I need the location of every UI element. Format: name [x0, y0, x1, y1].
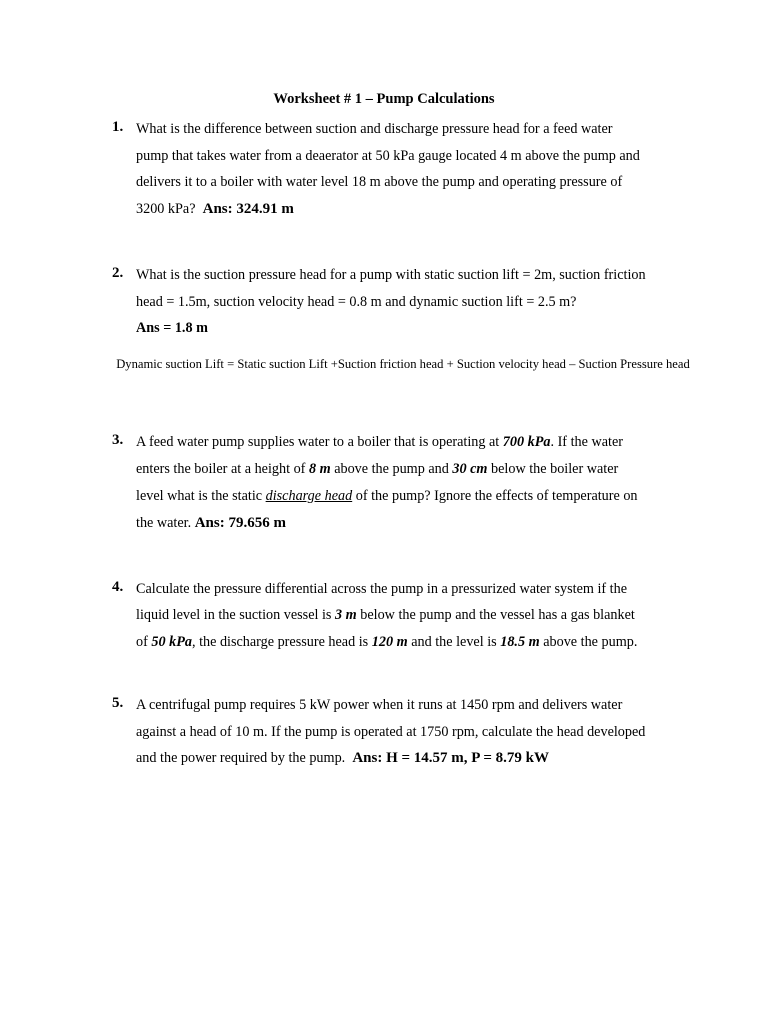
answer: Ans: 79.656 m	[194, 515, 286, 531]
question-text-line	[136, 606, 635, 624]
question-text: enters the boiler at a height of	[136, 461, 309, 477]
question-text-line: delivers it to a boiler with water level 18 m above the pump and operating pressure of	[136, 174, 623, 190]
question-text-line: A centrifugal pump requires 5 kW power when it runs at 1450 rpm and delivers water	[136, 697, 623, 713]
question-text-line	[136, 433, 623, 451]
question-text: A feed water pump supplies water to a boiler that is operating at	[136, 434, 503, 450]
question-text-line: What is the suction pressure head for a pump with static suction lift = 2m, suction friction	[136, 267, 646, 283]
question-number: 2.	[112, 265, 124, 281]
question-number: 3.	[112, 432, 124, 448]
question-text: of	[136, 634, 152, 650]
emphasis-value: 700 kPa	[502, 434, 551, 450]
question-text: below the boiler water	[487, 461, 619, 477]
answer: Ans: H = 14.57 m, P = 8.79 kW	[352, 750, 550, 766]
question-text-line: What is the difference between suction and discharge pressure head for a feed water	[136, 121, 613, 137]
question-text-line: Calculate the pressure differential across the pump in a pressurized water system if the	[136, 581, 628, 597]
question-number: 1.	[112, 119, 124, 135]
question-text: above the pump and	[330, 461, 453, 477]
emphasis-value: 3 m	[335, 607, 357, 623]
question-text: 3200 kPa?	[136, 201, 196, 217]
question-text: the water.	[136, 515, 192, 531]
emphasis-value: 8 m	[308, 461, 331, 477]
emphasis-value: 50 kPa	[151, 634, 192, 650]
question-text-line: head = 1.5m, suction velocity head = 0.8 m and dynamic suction lift = 2.5 m?	[136, 294, 577, 310]
emphasis-value: 18.5 m	[500, 634, 540, 650]
question-text: above the pump.	[539, 634, 638, 650]
question-text: level what is the static	[136, 488, 266, 504]
question-text-line	[136, 487, 638, 505]
question-text-line: pump that takes water from a deaerator at 50 kPa gauge located 4 m above the pump and	[136, 148, 640, 164]
question-text-line	[136, 633, 637, 651]
question-text: below the pump and the vessel has a gas blanket	[356, 607, 635, 623]
emphasis-value: 120 m	[371, 634, 408, 650]
question-text-line	[136, 514, 286, 532]
question-text: , the discharge pressure head is	[191, 634, 372, 650]
question-text-line	[136, 200, 294, 218]
question-text: liquid level in the suction vessel is	[136, 607, 335, 623]
question-text: . If the water	[550, 434, 623, 450]
worksheet-title: Worksheet # 1 – Pump Calculations	[273, 91, 495, 107]
dynamic-suction-formula: Dynamic suction Lift = Static suction Lift +Suction friction head + Suction velocity head – Suction Pressure head	[116, 357, 690, 371]
question-number: 4.	[112, 579, 124, 595]
answer: Ans = 1.8 m	[136, 320, 208, 336]
question-number: 5.	[112, 695, 124, 711]
question-text-line	[136, 460, 618, 478]
emphasis-value: 30 cm	[452, 461, 488, 477]
question-text: and the power required by the pump.	[136, 750, 346, 766]
question-text-line	[136, 749, 549, 767]
question-text: of the pump? Ignore the effects of temperature on	[352, 488, 638, 504]
question-text: and the level is	[407, 634, 501, 650]
answer: Ans: 324.91 m	[202, 201, 294, 217]
question-text-line: against a head of 10 m. If the pump is operated at 1750 rpm, calculate the head developed	[136, 724, 646, 740]
emphasis-term: discharge head	[265, 488, 353, 504]
